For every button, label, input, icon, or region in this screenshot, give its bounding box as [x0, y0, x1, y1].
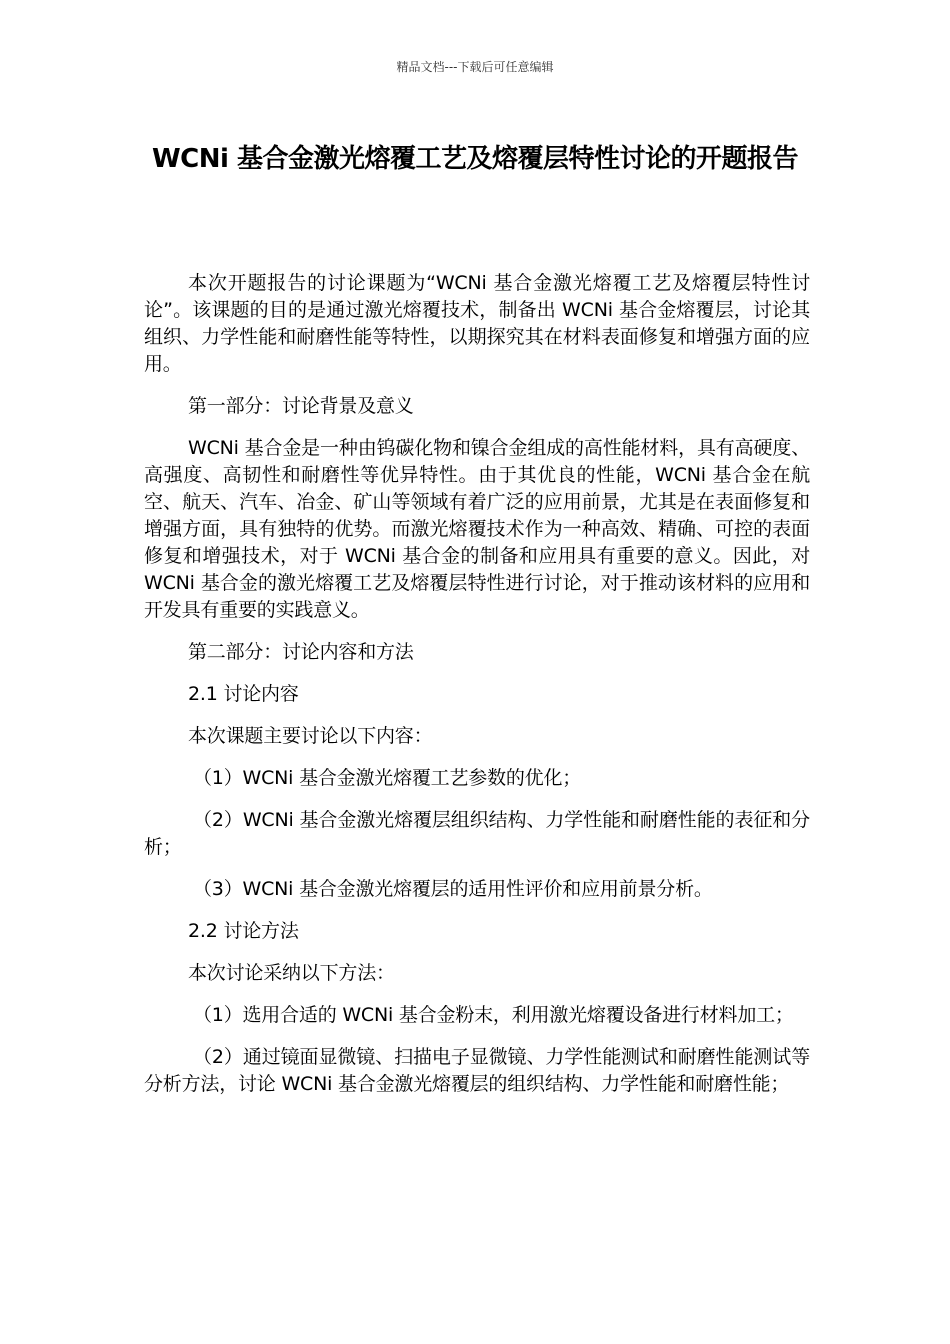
intro-paragraph: 本次开题报告的讨论课题为“WCNi 基合金激光熔覆工艺及熔覆层特性讨论”。该课题的目的是通过激光熔覆技术，制备出 WCNi 基合金熔覆层，讨论其组织、力学性能和耐磨性能等特性，以期探究其在材料表面修复和增强方面的应用。 — [144, 272, 810, 375]
content-list-item: （3）WCNi 基合金激光熔覆层的适用性评价和应用前景分析。 — [193, 878, 713, 900]
page-header-watermark: 精品文档---下载后可任意编辑 — [396, 60, 554, 74]
subsection-heading-content: 2.1 讨论内容 — [188, 683, 299, 705]
methods-intro-paragraph: 本次讨论采纳以下方法： — [188, 962, 395, 984]
document-title: WCNi 基合金激光熔覆工艺及熔覆层特性讨论的开题报告 — [152, 144, 798, 174]
methods-list-item: （2）通过镜面显微镜、扫描电子显微镜、力学性能测试和耐磨性能测试等分析方法，讨论 WCNi 基合金激光熔覆层的组织结构、力学性能和耐磨性能； — [144, 1046, 810, 1095]
subsection-heading-methods: 2.2 讨论方法 — [188, 920, 299, 942]
content-list-item: （1）WCNi 基合金激光熔覆工艺参数的优化； — [193, 767, 582, 789]
content-intro-paragraph: 本次课题主要讨论以下内容： — [188, 725, 433, 747]
section-heading-content-methods: 第二部分：讨论内容和方法 — [188, 641, 414, 663]
background-paragraph: WCNi 基合金是一种由钨碳化物和镍合金组成的高性能材料，具有高硬度、高强度、高韧性和耐磨性等优异特性。由于其优良的性能，WCNi 基合金在航空、航天、汽车、冶金、矿山等领域有着广泛的应用前景，尤其是在表面修复和增强方面，具有独特的优势。而激光熔覆技术作为一种高效、精确、可控的表面修复和增强技术，对于 WCNi 基合金的制备和应用具有重要的意义。因此，对 WCNi 基合金的激光熔覆工艺及熔覆层特性进行讨论，对于推动该材料的应用和开发具有重要的实践意义。 — [144, 437, 810, 621]
content-list-item: （2）WCNi 基合金激光熔覆层组织结构、力学性能和耐磨性能的表征和分析； — [144, 809, 810, 858]
methods-list-item: （1）选用合适的 WCNi 基合金粉末，利用激光熔覆设备进行材料加工； — [193, 1004, 794, 1026]
section-heading-background: 第一部分：讨论背景及意义 — [188, 395, 414, 417]
document-body — [144, 270, 810, 1113]
